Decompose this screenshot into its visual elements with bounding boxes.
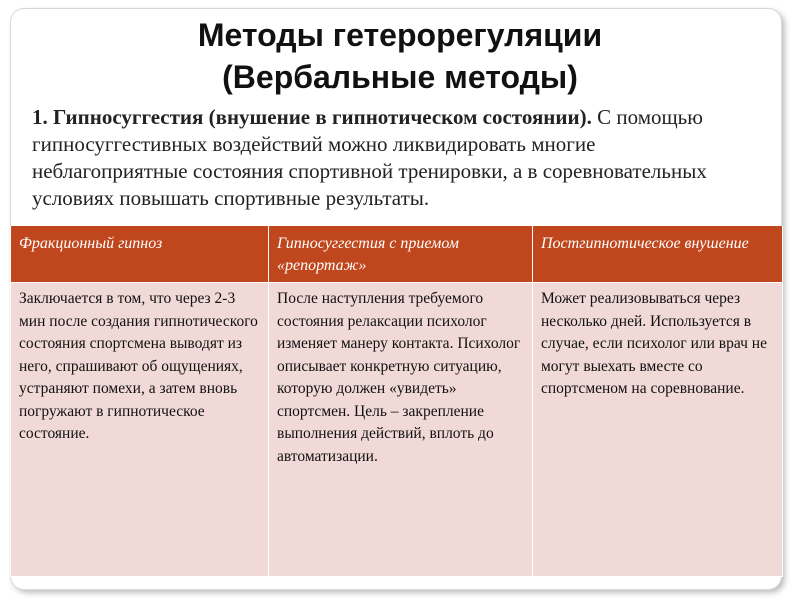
cell-posthypnotic-suggestion: Может реализовываться через несколько дней. Используется в случае, если психолог или врач не могут выехать вместе со спортсменом на соревнование. [533,283,783,577]
title-line-1: Методы гетерорегуляции [197,17,603,53]
title-line-2: (Вербальные методы) [222,59,578,95]
header-posthypnotic-suggestion: Постгипнотическое внушение [533,226,783,283]
table-row [11,283,783,577]
cell-fractional-hypnosis: Заключается в том, что через 2-3 мин после создания гипнотического состояния спортсмена выводят из него, спрашивают об ощущениях, устраняют помехи, а затем вновь погружают в гипнотическое состояние. [11,283,269,577]
intro-text: С помощью гипносуггестивных воздействий можно ликвидировать многие неблагоприятные состояния спортивной тренировки, а в соревновательных условиях повышать спортивные результаты. [32,105,707,210]
header-hypnosuggestion-reportage: Гипносуггестия с приемом «репортаж» [269,226,533,283]
cell-hypnosuggestion-reportage: После наступления требуемого состояния релаксации психолог изменяет манеру контакта. Психолог описывает конкретную ситуацию, которую должен «увидеть» спортсмен. Цель – закрепление выполнения действий, вплоть до автоматизации. [269,283,533,577]
page-title [60,14,740,98]
table-header-row [11,226,783,283]
intro-lead: 1. Гипносуггестия (внушение в гипнотическом состоянии). [32,105,592,129]
header-fractional-hypnosis: Фракционный гипноз [11,226,269,283]
methods-table [10,226,783,577]
intro-paragraph [32,104,752,212]
